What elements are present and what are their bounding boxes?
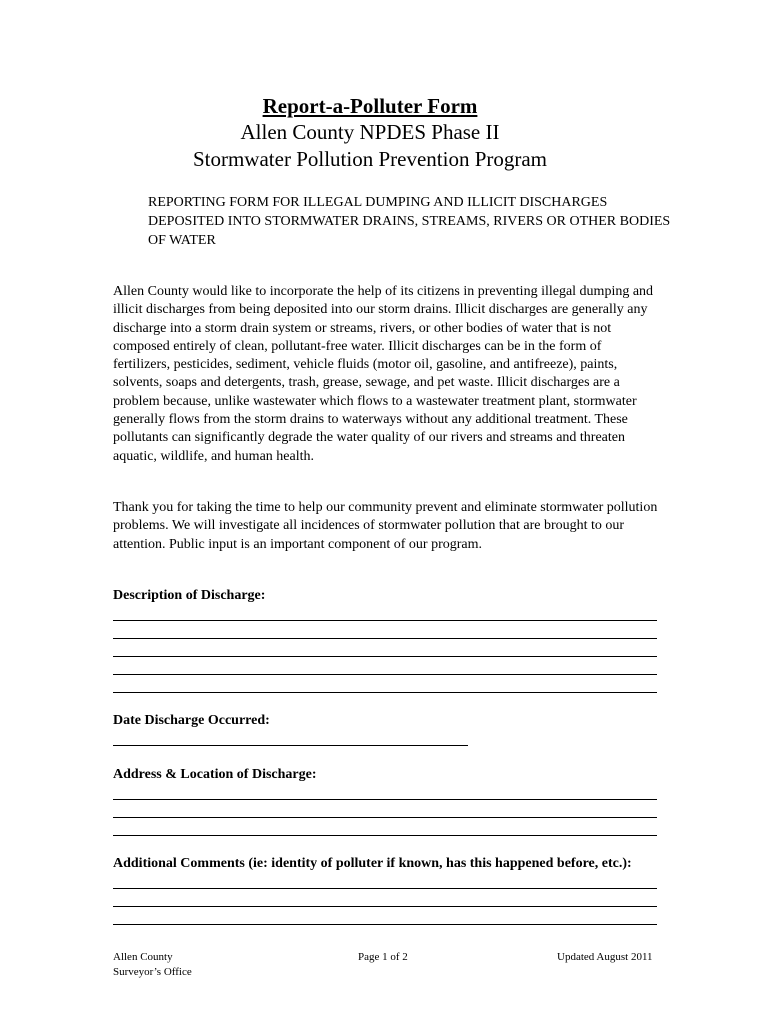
program-subtitle: Stormwater Pollution Prevention Program bbox=[192, 147, 548, 171]
program-name: Allen County NPDES Phase II bbox=[240, 120, 500, 144]
comments-line-2[interactable] bbox=[113, 906, 657, 907]
description-line-5[interactable] bbox=[113, 692, 657, 693]
description-line-1[interactable] bbox=[113, 620, 657, 621]
reporting-form-heading: REPORTING FORM FOR ILLEGAL DUMPING AND ILLICIT DISCHARGES DEPOSITED INTO STORMWATER DRAINS, STREAMS, RIVERS OR OTHER BODIES OF WATER bbox=[148, 195, 671, 248]
description-line-2[interactable] bbox=[113, 638, 657, 639]
footer-county: Allen County bbox=[113, 951, 173, 963]
intro-paragraph: Allen County would like to incorporate the help of its citizens in preventing illegal dumping and illicit discharges from being deposited into our storm drains. Illicit discharges are generally any discharge into a storm drain system or streams, rivers, or other bodies of water that is not composed entirely of clean, pollutant-free water. Illicit discharges can be in the form of fertilizers, pesticides, sediment, vehicle fluids (motor oil, gasoline, and antifreeze), paints, solvents, soaps and detergents, trash, grease, sewage, and pet waste. Illicit discharges are a problem because, unlike wastewater which flows to a wastewater treatment plant, stormwater generally flows from the storm drains to waterways without any additional treatment. These pollutants can significantly degrade the water quality of our rivers and streams and threaten aquatic, wildlife, and human health. bbox=[113, 284, 654, 464]
date-label: Date Discharge Occurred: bbox=[113, 713, 270, 728]
address-line-1[interactable] bbox=[113, 799, 657, 800]
updated-date: Updated August 2011 bbox=[557, 951, 653, 963]
address-line-2[interactable] bbox=[113, 817, 657, 818]
address-label: Address & Location of Discharge: bbox=[113, 767, 317, 782]
comments-label: Additional Comments (ie: identity of polluter if known, has this happened before, etc.): bbox=[113, 856, 632, 871]
thank-you-paragraph: Thank you for taking the time to help our community prevent and eliminate stormwater pollution problems. We will investigate all incidences of stormwater pollution that are brought to our attention. Public input is an important component of our program. bbox=[113, 500, 658, 552]
date-line[interactable] bbox=[113, 745, 468, 746]
description-line-4[interactable] bbox=[113, 674, 657, 675]
comments-line-3[interactable] bbox=[113, 924, 657, 925]
description-line-3[interactable] bbox=[113, 656, 657, 657]
comments-line-1[interactable] bbox=[113, 888, 657, 889]
page-number: Page 1 of 2 bbox=[358, 951, 408, 963]
form-title: Report-a-Polluter Form bbox=[262, 94, 478, 118]
description-label: Description of Discharge: bbox=[113, 588, 266, 603]
footer-office bbox=[113, 950, 192, 980]
address-line-3[interactable] bbox=[113, 835, 657, 836]
footer-surveyor: Surveyor’s Office bbox=[113, 966, 192, 978]
